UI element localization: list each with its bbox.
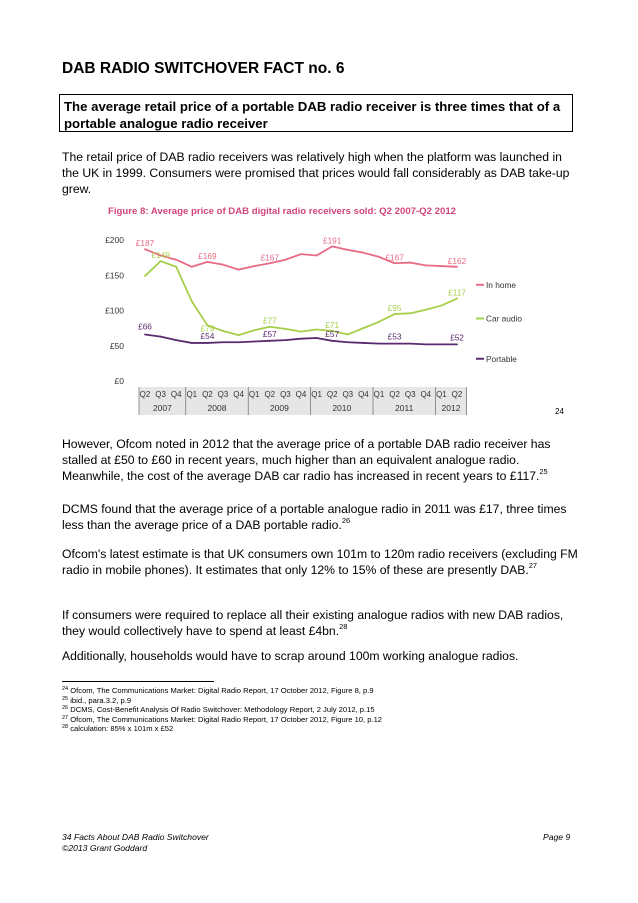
data-point [456,343,458,345]
paragraph-receivers [62,546,582,578]
x-tick-label: Q3 [280,390,291,399]
x-tick-label: Q4 [170,390,182,399]
y-tick-label: £150 [105,270,124,281]
footnote-text: ibid., para.3.2, p.9 [70,695,132,705]
data-label: £53 [387,331,402,342]
y-tick-label: £0 [114,376,124,386]
data-point [253,341,255,343]
footnote-text: DCMS, Cost-Benefit Analysis Of Radio Switchover: Methodology Report, 2 July 2012, p.15 [70,705,375,714]
data-point [207,261,209,263]
x-tick-label: Q1 [248,390,260,399]
x-tick-label: Q3 [155,390,166,399]
data-point [331,340,333,342]
data-point [363,327,365,329]
data-point [441,343,443,345]
x-tick-label: Q2 [202,390,213,399]
year-label: 2008 [207,403,227,413]
legend-entry: Portable [486,353,517,364]
data-point [191,342,193,344]
year-label: 2007 [152,403,172,413]
data-label: £57 [262,328,277,339]
x-tick-label: Q1 [373,390,385,399]
x-tick-label: Q1 [186,390,198,399]
data-point [363,252,365,254]
data-point [378,321,380,323]
data-label: £71 [325,319,340,330]
paragraph-text: If consumers were required to replace all their existing analogue radios with new DAB radios, they would collectively have to spend at least £4bn. [62,608,564,639]
data-point [425,343,427,345]
data-point [160,336,162,338]
year-label: 2011 [395,403,414,413]
data-point [144,275,146,277]
data-label: £52 [450,332,464,343]
x-tick-label: Q1 [436,390,447,399]
footnote-number: 25 [62,695,69,702]
intro-paragraph: The retail price of DAB radio receivers was relatively high when the platform was launched in the UK in 1999. Consumers were promised that prices would fall considerably as DAB take-up grew. [62,150,570,197]
data-point [285,339,287,341]
chart-footnote-ref: 24 [555,407,564,416]
price-chart [88,200,568,422]
year-label: 2012 [441,403,461,413]
footnote-number: 26 [62,705,69,711]
data-point [347,341,349,343]
chart-title: Figure 8: Average price of DAB digital radio receivers sold: Q2 2007-Q2 2012 [108,206,456,217]
footnote-number: 24 [62,686,69,692]
x-tick-label: Q2 [139,390,151,399]
data-label: £57 [325,328,340,339]
data-point [347,334,349,336]
data-point [425,264,427,266]
data-point [191,266,193,268]
data-point [316,337,318,339]
y-tick-label: £50 [109,340,124,351]
data-point [175,339,177,341]
footer-copyright: ©2013 Grant Goddard [62,843,148,853]
x-tick-label: Q2 [264,390,276,399]
data-point [441,265,443,267]
footer-publication: 34 Facts About DAB Radio Switchover [62,832,209,842]
data-point [456,298,458,300]
data-point [347,249,349,251]
data-point [285,259,287,261]
x-tick-label: Q2 [389,390,400,399]
y-tick-label: £100 [105,305,124,316]
data-point [253,329,255,331]
footnote-text: Ofcom, The Communications Market: Digital Radio Report, 17 October 2012, Figure 10, p.12 [70,714,383,724]
x-tick-label: Q3 [404,390,416,399]
data-point [331,245,333,247]
data-point [222,330,224,332]
data-point [316,329,318,331]
data-label: £149 [151,250,170,261]
data-point [425,309,427,311]
data-label: £117 [448,287,466,298]
data-label: £66 [138,321,152,332]
paragraph-ofcom-prices [62,436,582,485]
data-point [175,266,177,268]
data-point [394,262,396,264]
data-point [269,340,271,342]
data-point [269,326,271,328]
data-point [191,300,193,302]
footnote-ref: 26 [341,516,351,526]
data-label: £162 [447,255,467,266]
data-point [300,253,302,255]
footnote-text: calculation: 85% x 101m x £52 [70,724,174,733]
data-point [394,313,396,315]
page-title: DAB RADIO SWITCHOVER FACT no. 6 [62,60,345,77]
data-point [409,312,411,314]
paragraph-scrap [62,648,582,664]
page-number: Page 9 [543,832,571,842]
series-line-car-audio [145,261,457,335]
data-point [144,334,146,336]
footnote-ref: 28 [339,622,348,632]
data-label: £95 [387,303,402,314]
data-point [222,264,224,266]
data-point [222,341,224,343]
footnote-ref: 25 [539,467,548,477]
x-tick-label: Q1 [311,390,322,399]
data-point [409,262,411,264]
paragraph-text: However, Ofcom noted in 2012 that the average price of a portable DAB radio receiver has stalled at £50 to £60 in recent years, much higher than an equivalent analogue radio. Meanwhile, the cost of the average DAB car radio has increased in recent years to £117. [62,437,551,484]
data-point [175,259,177,261]
x-tick-label: Q4 [295,390,307,399]
footer-left [62,832,209,854]
data-point [456,266,458,268]
data-point [238,334,240,336]
data-point [238,269,240,271]
x-tick-label: Q2 [326,390,338,399]
x-tick-label: Q4 [420,390,432,399]
year-label: 2009 [269,403,289,413]
footnote-text: Ofcom, The Communications Market: Digital Radio Report, 17 October 2012, Figure 8, p.9 [70,686,374,695]
data-point [238,341,240,343]
data-point [394,343,396,345]
footnote-ref: 27 [528,561,538,571]
legend-entry: Car audio [486,313,522,324]
chart-plot [88,200,568,422]
footnote-divider [62,681,214,682]
x-tick-label: Q2 [451,390,463,399]
paragraph-cost [62,607,582,639]
data-point [378,343,380,345]
footnote [62,686,382,696]
data-point [316,255,318,257]
x-tick-label: Q3 [217,390,229,399]
y-tick-label: £200 [105,235,124,245]
data-label: £191 [322,235,342,246]
paragraph-dcms [62,501,582,533]
data-label: £167 [385,252,404,263]
data-point [378,256,380,258]
footnote [62,724,382,734]
data-label: £77 [262,315,277,326]
x-tick-label: Q4 [233,390,244,399]
data-point [160,260,162,262]
data-point [300,338,302,340]
data-label: £79 [200,323,215,334]
data-point [409,343,411,345]
data-label: £187 [135,238,155,249]
data-label: £169 [198,250,217,261]
footnote [62,696,382,706]
data-point [144,248,146,250]
x-tick-label: Q4 [358,390,369,399]
footnote [62,705,382,715]
data-point [285,328,287,330]
paragraph-text: DCMS found that the average price of a portable analogue radio in 2011 was £17, three times less than the average price of a DAB portable radio. [62,502,567,533]
data-point [300,331,302,333]
data-label: £167 [260,252,280,263]
data-point [363,342,365,344]
data-point [207,342,209,344]
paragraph-text: Ofcom's latest estimate is that UK consumers own 101m to 120m radio receivers (excluding FM radio in mobile phones). It estimates that only 12% to 15% of these are presently DAB. [62,547,578,578]
data-point [269,262,271,264]
footnote-number: 28 [62,724,69,730]
legend-entry: In home [486,279,516,290]
x-tick-label: Q3 [342,390,354,399]
fact-headline: The average retail price of a portable DAB radio receiver is three times that of a portable analogue radio receiver [59,94,573,132]
footnote-number: 27 [62,714,69,721]
data-label: £54 [200,330,215,341]
footnote [62,715,382,725]
data-point [253,265,255,267]
paragraph-text: Additionally, households would have to scrap around 100m working analogue radios. [62,649,519,663]
footnotes [62,686,382,734]
year-label: 2010 [332,403,352,413]
data-point [441,305,443,307]
